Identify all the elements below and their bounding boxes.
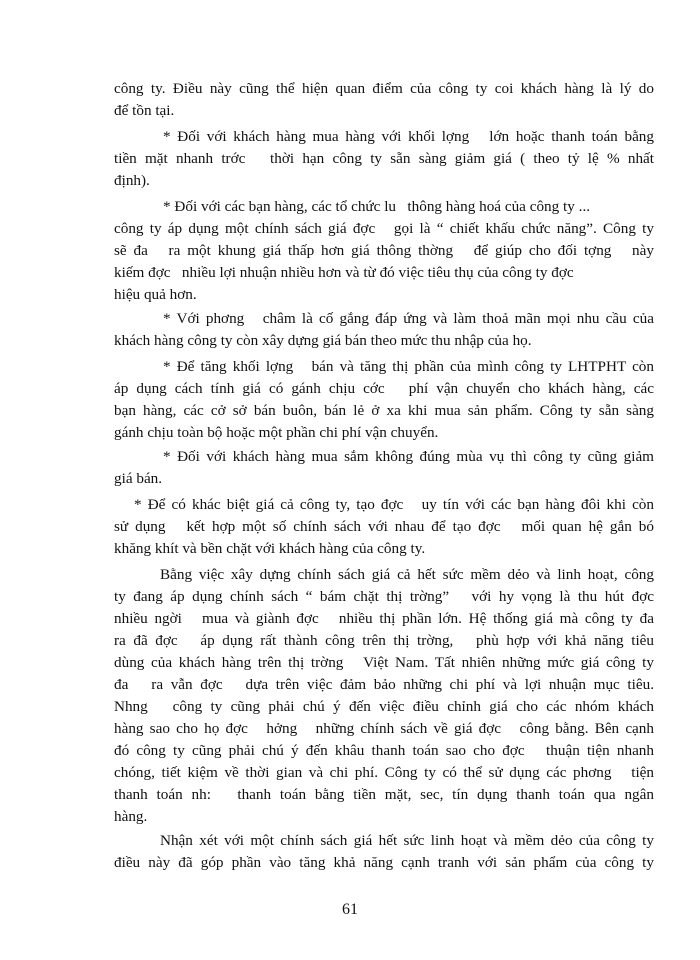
text-line: bạn hàng, các cở sở bán buôn, bán lẻ ở xa khi mua sản phẩm. Công ty sẵn sàng	[114, 402, 654, 419]
text-line: * Để có khác biệt giá cả công ty, tạo đợc uy tín với các bạn hàng đôi khi còn	[134, 496, 654, 513]
text-line: kiếm đợc nhiều lợi nhuận nhiều hơn và từ đó việc tiêu thụ của công ty đợc	[114, 264, 574, 281]
text-line: * Đối với các bạn hàng, các tổ chức lu thông hàng hoá của công ty ...	[163, 198, 591, 215]
text-line: ra đã đợc áp dụng rất thành công trên thị trờng, phù hợp với khả năng tiêu	[114, 632, 654, 649]
text-line: * Với phơng châm là cố gắng đáp ứng và làm thoả mãn mọi nhu cầu của	[163, 310, 654, 327]
text-line: đó công ty cũng phải chú ý đến khâu thanh toán sao cho đợc thuận tiện nhanh	[114, 742, 654, 759]
text-line: áp dụng cách tính giá có gánh chịu cớc phí vận chuyển cho khách hàng, các	[114, 380, 654, 397]
text-line: * Để tăng khối lợng bán và tăng thị phần của mình công ty LHTPHT còn	[163, 358, 654, 375]
text-line: khách hàng công ty còn xây dựng giá bán theo mức thu nhập của họ.	[114, 332, 532, 349]
text-line: * Đối với khách hàng mua hàng với khối lợng lớn hoặc thanh toán bằng	[163, 128, 654, 145]
text-line: điều này đã góp phần vào tăng khả năng cạnh tranh với sản phẩm của công ty	[114, 854, 654, 871]
text-line: ty đang áp dụng chính sách “ bám chặt thị trờng” với hy vọng là thu hút đợc	[114, 588, 654, 605]
text-line: định).	[114, 172, 150, 189]
text-line: Nhận xét với một chính sách giá hết sức linh hoạt và mềm dẻo của công ty	[160, 832, 654, 849]
text-line: công ty áp dụng một chính sách giá đợc gọi là “ chiết khấu chức năng”. Công ty	[114, 220, 654, 237]
text-line: sử dụng kết hợp một số chính sách với nhau để tạo đợc mối quan hệ gắn bó	[114, 518, 654, 535]
text-line: công ty. Điều này cũng thể hiện quan điểm của công ty coi khách hàng là lý do	[114, 80, 654, 97]
text-line: giá bán.	[114, 470, 163, 487]
text-line: thanh toán nh: thanh toán bằng tiền mặt, sec, tín dụng thanh toán qua ngân	[114, 786, 654, 803]
text-line: nhiều ngời mua và giành đợc nhiều thị phần lớn. Hệ thống giá mà công ty đa	[114, 610, 654, 627]
text-line: hàng.	[114, 808, 148, 825]
text-line: Bằng việc xây dựng chính sách giá cả hết sức mềm dẻo và linh hoạt, công	[160, 566, 654, 583]
text-line: tiền mặt nhanh trớc thời hạn công ty sẵn sàng giảm giá ( theo tỷ lệ % nhất	[114, 150, 654, 167]
text-line: khăng khít và bền chặt với khách hàng của công ty.	[114, 540, 426, 557]
text-line: Nhng công ty cũng phải chú ý đến việc điều chỉnh giá cho các nhóm khách	[114, 698, 654, 715]
text-line: chóng, tiết kiệm về thời gian và chi phí. Công ty có thể sử dụng các phơng tiện	[114, 764, 654, 781]
text-line: * Đối với khách hàng mua sắm không đúng mùa vụ thì công ty cũng giảm	[163, 448, 654, 465]
text-line: gánh chịu toàn bộ hoặc một phần chi phí vận chuyển.	[114, 424, 439, 441]
text-line: dùng của khách hàng trên thị trờng Việt Nam. Tất nhiên những mức giá công ty	[114, 654, 654, 671]
text-line: sẽ đa ra một khung giá thấp hơn giá thông thờng để giúp cho đối tợng này	[114, 242, 654, 259]
text-line: hiệu quả hơn.	[114, 286, 197, 303]
text-line: để tồn tại.	[114, 102, 175, 119]
page-number: 61	[342, 901, 358, 918]
text-line: hàng sao cho họ đợc hởng những chính sách về giá đợc công bằng. Bên cạnh	[114, 720, 654, 737]
text-line: đa ra vẫn đợc dựa trên việc đảm bảo những chi phí và lợi nhuận mục tiêu.	[114, 676, 654, 693]
